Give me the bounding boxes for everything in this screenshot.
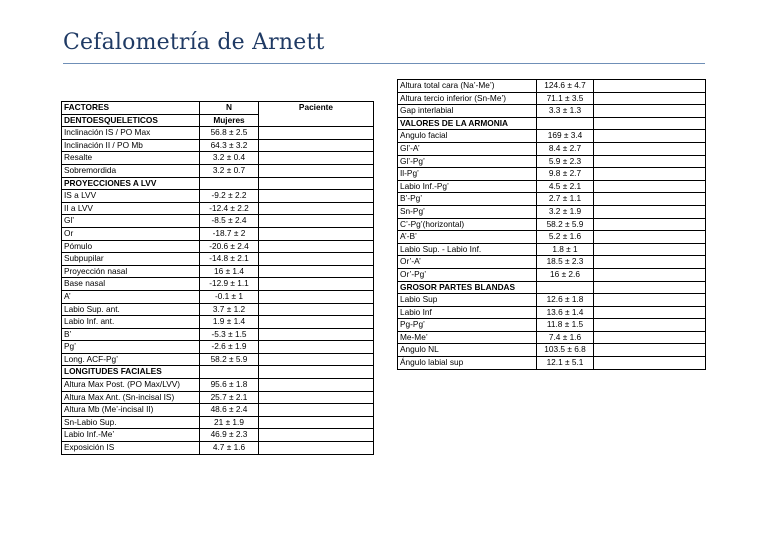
patient-value-cell[interactable] bbox=[259, 442, 374, 455]
table-row bbox=[398, 268, 706, 281]
measurement-label: Gl’-A’ bbox=[398, 142, 537, 155]
table-row bbox=[398, 306, 706, 319]
patient-value-cell[interactable] bbox=[594, 205, 706, 218]
table-row bbox=[62, 240, 374, 253]
measurement-label: Ángulo labial sup bbox=[398, 357, 537, 370]
patient-value-cell[interactable] bbox=[259, 379, 374, 392]
norm-value: 9.8 ± 2.7 bbox=[537, 168, 594, 181]
table-row bbox=[62, 265, 374, 278]
patient-value-cell[interactable] bbox=[259, 265, 374, 278]
table-row bbox=[62, 341, 374, 354]
patient-value-cell[interactable] bbox=[259, 139, 374, 152]
table-header-row bbox=[62, 102, 374, 115]
norm-value: 3.3 ± 1.3 bbox=[537, 105, 594, 118]
norm-value: 8.4 ± 2.7 bbox=[537, 142, 594, 155]
patient-value-cell[interactable] bbox=[594, 243, 706, 256]
norm-value: 4.5 ± 2.1 bbox=[537, 180, 594, 193]
measurement-label: Labio Inf bbox=[398, 306, 537, 319]
measurement-label: Proyección nasal bbox=[62, 265, 200, 278]
measurement-label: Exposición IS bbox=[62, 442, 200, 455]
patient-value-cell[interactable] bbox=[259, 227, 374, 240]
norm-value: -14.8 ± 2.1 bbox=[200, 253, 259, 266]
table-row bbox=[398, 105, 706, 118]
norm-value bbox=[537, 117, 594, 130]
table-row bbox=[62, 139, 374, 152]
norm-value: 16 ± 1.4 bbox=[200, 265, 259, 278]
patient-value-cell[interactable] bbox=[594, 168, 706, 181]
patient-value-cell[interactable] bbox=[594, 281, 706, 294]
table-row bbox=[62, 127, 374, 140]
header-mujeres: Mujeres bbox=[200, 114, 259, 127]
measurement-label: Labio Inf. ant. bbox=[62, 316, 200, 329]
patient-value-cell[interactable] bbox=[594, 306, 706, 319]
norm-value: 71.1 ± 3.5 bbox=[537, 92, 594, 105]
norm-value: 18.5 ± 2.3 bbox=[537, 256, 594, 269]
patient-value-cell[interactable] bbox=[259, 328, 374, 341]
table-row bbox=[398, 180, 706, 193]
patient-value-cell[interactable] bbox=[594, 92, 706, 105]
table-row bbox=[398, 142, 706, 155]
section-header-row bbox=[398, 117, 706, 130]
measurement-label: Altura total cara (Na’-Me’) bbox=[398, 80, 537, 93]
table-row bbox=[398, 319, 706, 332]
header-dentoesqueleticos: DENTOESQUELETICOS bbox=[62, 114, 200, 127]
patient-value-cell[interactable] bbox=[259, 240, 374, 253]
section-header-row bbox=[62, 177, 374, 190]
patient-value-cell[interactable] bbox=[594, 357, 706, 370]
measurement-label: B’-Pg’ bbox=[398, 193, 537, 206]
measurement-label: Sn-Pg’ bbox=[398, 205, 537, 218]
measurement-label: Labio Sup. - Labio Inf. bbox=[398, 243, 537, 256]
section-title: VALORES DE LA ARMONIA bbox=[398, 117, 537, 130]
measurement-label: Sn-Labio Sup. bbox=[62, 416, 200, 429]
patient-value-cell[interactable] bbox=[259, 202, 374, 215]
norm-value: 1.9 ± 1.4 bbox=[200, 316, 259, 329]
table-row bbox=[398, 256, 706, 269]
norm-value: 58.2 ± 5.9 bbox=[537, 218, 594, 231]
norm-value: -20.6 ± 2.4 bbox=[200, 240, 259, 253]
patient-value-cell[interactable] bbox=[259, 341, 374, 354]
table-row bbox=[62, 429, 374, 442]
table-row bbox=[398, 357, 706, 370]
measurement-label: Labio Inf.-Me’ bbox=[62, 429, 200, 442]
table-row bbox=[398, 155, 706, 168]
norm-value: 1.8 ± 1 bbox=[537, 243, 594, 256]
table-row bbox=[62, 253, 374, 266]
patient-value-cell[interactable] bbox=[594, 117, 706, 130]
patient-value-cell[interactable] bbox=[594, 231, 706, 244]
table-row bbox=[62, 316, 374, 329]
norm-value: 3.2 ± 0.4 bbox=[200, 152, 259, 165]
norm-value: 103.5 ± 6.8 bbox=[537, 344, 594, 357]
norm-value bbox=[200, 366, 259, 379]
table-row bbox=[62, 391, 374, 404]
table-row bbox=[398, 331, 706, 344]
norm-value: 58.2 ± 5.9 bbox=[200, 353, 259, 366]
measurement-label: Altura Max Ant. (Sn-incisal IS) bbox=[62, 391, 200, 404]
table-row bbox=[62, 227, 374, 240]
title-underline bbox=[63, 63, 705, 64]
measurement-label: Or bbox=[62, 227, 200, 240]
measurement-label: Gl’ bbox=[62, 215, 200, 228]
section-header-row bbox=[398, 281, 706, 294]
norm-value: 16 ± 2.6 bbox=[537, 268, 594, 281]
patient-value-cell[interactable] bbox=[594, 218, 706, 231]
table-row bbox=[62, 442, 374, 455]
measurement-label: Pómulo bbox=[62, 240, 200, 253]
measurement-label: Angulo facial bbox=[398, 130, 537, 143]
norm-value: -2.6 ± 1.9 bbox=[200, 341, 259, 354]
table-row bbox=[62, 404, 374, 417]
table-row bbox=[62, 328, 374, 341]
table-row bbox=[62, 290, 374, 303]
table-row bbox=[398, 218, 706, 231]
table-row bbox=[62, 152, 374, 165]
table-row bbox=[62, 379, 374, 392]
table-row bbox=[62, 353, 374, 366]
table-row bbox=[398, 80, 706, 93]
table-row bbox=[398, 92, 706, 105]
patient-value-cell[interactable] bbox=[594, 180, 706, 193]
table-row bbox=[398, 344, 706, 357]
measurement-label: Gap interlabial bbox=[398, 105, 537, 118]
patient-value-cell[interactable] bbox=[594, 294, 706, 307]
patient-value-cell[interactable] bbox=[259, 429, 374, 442]
header-paciente: Paciente bbox=[259, 102, 374, 127]
page-title: Cefalometría de Arnett bbox=[63, 30, 325, 55]
norm-value: 3.7 ± 1.2 bbox=[200, 303, 259, 316]
section-title: GROSOR PARTES BLANDAS bbox=[398, 281, 537, 294]
measurement-label: A’ bbox=[62, 290, 200, 303]
patient-value-cell[interactable] bbox=[259, 190, 374, 203]
table-row bbox=[62, 164, 374, 177]
patient-value-cell[interactable] bbox=[594, 142, 706, 155]
norm-value: 3.2 ± 1.9 bbox=[537, 205, 594, 218]
norm-value: 11.8 ± 1.5 bbox=[537, 319, 594, 332]
measurement-label: C’-Pg’(horizontal) bbox=[398, 218, 537, 231]
norm-value: 64.3 ± 3.2 bbox=[200, 139, 259, 152]
measurement-label: Pg-Pg’ bbox=[398, 319, 537, 332]
table-row bbox=[398, 231, 706, 244]
table-row bbox=[398, 243, 706, 256]
norm-value: 5.9 ± 2.3 bbox=[537, 155, 594, 168]
section-title: PROYECCIONES A LVV bbox=[62, 177, 200, 190]
table-row bbox=[398, 168, 706, 181]
table-row bbox=[62, 278, 374, 291]
norm-value: 56.8 ± 2.5 bbox=[200, 127, 259, 140]
patient-value-cell[interactable] bbox=[259, 127, 374, 140]
measurement-label: B’ bbox=[62, 328, 200, 341]
norm-value: 46.9 ± 2.3 bbox=[200, 429, 259, 442]
measurement-label: II a LVV bbox=[62, 202, 200, 215]
table-row bbox=[398, 294, 706, 307]
patient-value-cell[interactable] bbox=[259, 164, 374, 177]
norm-value: 21 ± 1.9 bbox=[200, 416, 259, 429]
patient-value-cell[interactable] bbox=[259, 215, 374, 228]
patient-value-cell[interactable] bbox=[259, 253, 374, 266]
measurement-label: Subpupilar bbox=[62, 253, 200, 266]
measurement-label: Sobremordida bbox=[62, 164, 200, 177]
measurement-label: Labio Sup bbox=[398, 294, 537, 307]
norm-value: -18.7 ± 2 bbox=[200, 227, 259, 240]
measurement-label: Inclinación IS / PO Max bbox=[62, 127, 200, 140]
patient-value-cell[interactable] bbox=[259, 416, 374, 429]
table-row bbox=[62, 303, 374, 316]
measurement-label: Altura tercio inferior (Sn-Me’) bbox=[398, 92, 537, 105]
norm-value bbox=[200, 177, 259, 190]
norm-value: -12.9 ± 1.1 bbox=[200, 278, 259, 291]
norm-value: 13.6 ± 1.4 bbox=[537, 306, 594, 319]
table-row bbox=[62, 416, 374, 429]
patient-value-cell[interactable] bbox=[594, 155, 706, 168]
norm-value: -8.5 ± 2.4 bbox=[200, 215, 259, 228]
measurement-label: Or’-Pg’ bbox=[398, 268, 537, 281]
measurement-label: Altura Mb (Me’-incisal II) bbox=[62, 404, 200, 417]
measurement-label: Il-Pg’ bbox=[398, 168, 537, 181]
measurement-label: Inclinación II / PO Mb bbox=[62, 139, 200, 152]
measurement-label: A’-B’ bbox=[398, 231, 537, 244]
patient-value-cell[interactable] bbox=[259, 366, 374, 379]
patient-value-cell[interactable] bbox=[594, 80, 706, 93]
norm-value: 48.6 ± 2.4 bbox=[200, 404, 259, 417]
patient-value-cell[interactable] bbox=[259, 290, 374, 303]
norm-value: 169 ± 3.4 bbox=[537, 130, 594, 143]
measurement-label: Resalte bbox=[62, 152, 200, 165]
patient-value-cell[interactable] bbox=[259, 353, 374, 366]
patient-value-cell[interactable] bbox=[594, 344, 706, 357]
header-n: N bbox=[200, 102, 259, 115]
norm-value: 95.6 ± 1.8 bbox=[200, 379, 259, 392]
measurement-label: Base nasal bbox=[62, 278, 200, 291]
patient-value-cell[interactable] bbox=[259, 404, 374, 417]
norm-value: -5.3 ± 1.5 bbox=[200, 328, 259, 341]
measurement-label: Labio Inf.-Pg’ bbox=[398, 180, 537, 193]
table-row bbox=[62, 215, 374, 228]
patient-value-cell[interactable] bbox=[259, 152, 374, 165]
norm-value bbox=[537, 281, 594, 294]
norm-value: 5.2 ± 1.6 bbox=[537, 231, 594, 244]
patient-value-cell[interactable] bbox=[594, 331, 706, 344]
patient-value-cell[interactable] bbox=[259, 316, 374, 329]
norm-value: -0.1 ± 1 bbox=[200, 290, 259, 303]
norm-value: 7.4 ± 1.6 bbox=[537, 331, 594, 344]
patient-value-cell[interactable] bbox=[259, 391, 374, 404]
patient-value-cell[interactable] bbox=[259, 303, 374, 316]
patient-value-cell[interactable] bbox=[259, 278, 374, 291]
table-row bbox=[398, 205, 706, 218]
table-row bbox=[398, 130, 706, 143]
norm-value: -9.2 ± 2.2 bbox=[200, 190, 259, 203]
norm-value: -12.4 ± 2.2 bbox=[200, 202, 259, 215]
measurement-label: IS a LVV bbox=[62, 190, 200, 203]
header-factores: FACTORES bbox=[62, 102, 200, 115]
measurement-label: Altura Max Post. (PO Max/LVV) bbox=[62, 379, 200, 392]
dentoskeletal-factors-table bbox=[61, 101, 374, 455]
patient-value-cell[interactable] bbox=[594, 130, 706, 143]
norm-value: 124.6 ± 4.7 bbox=[537, 80, 594, 93]
norm-value: 12.1 ± 5.1 bbox=[537, 357, 594, 370]
patient-value-cell[interactable] bbox=[594, 268, 706, 281]
table-row bbox=[398, 193, 706, 206]
section-header-row bbox=[62, 366, 374, 379]
measurement-label: Angulo NL bbox=[398, 344, 537, 357]
norm-value: 2.7 ± 1.1 bbox=[537, 193, 594, 206]
patient-value-cell[interactable] bbox=[259, 177, 374, 190]
measurement-label: Or’-A’ bbox=[398, 256, 537, 269]
measurement-label: Gl’-Pg’ bbox=[398, 155, 537, 168]
norm-value: 4.7 ± 1.6 bbox=[200, 442, 259, 455]
facial-harmony-table bbox=[397, 79, 706, 370]
measurement-label: Long. ACF-Pg’ bbox=[62, 353, 200, 366]
patient-value-cell[interactable] bbox=[594, 256, 706, 269]
measurement-label: Me-Me’ bbox=[398, 331, 537, 344]
patient-value-cell[interactable] bbox=[594, 105, 706, 118]
measurement-label: Pg’ bbox=[62, 341, 200, 354]
table-row bbox=[62, 190, 374, 203]
section-title: LONGITUDES FACIALES bbox=[62, 366, 200, 379]
patient-value-cell[interactable] bbox=[594, 319, 706, 332]
norm-value: 25.7 ± 2.1 bbox=[200, 391, 259, 404]
table-row bbox=[62, 202, 374, 215]
measurement-label: Labio Sup. ant. bbox=[62, 303, 200, 316]
norm-value: 3.2 ± 0.7 bbox=[200, 164, 259, 177]
patient-value-cell[interactable] bbox=[594, 193, 706, 206]
norm-value: 12.6 ± 1.8 bbox=[537, 294, 594, 307]
